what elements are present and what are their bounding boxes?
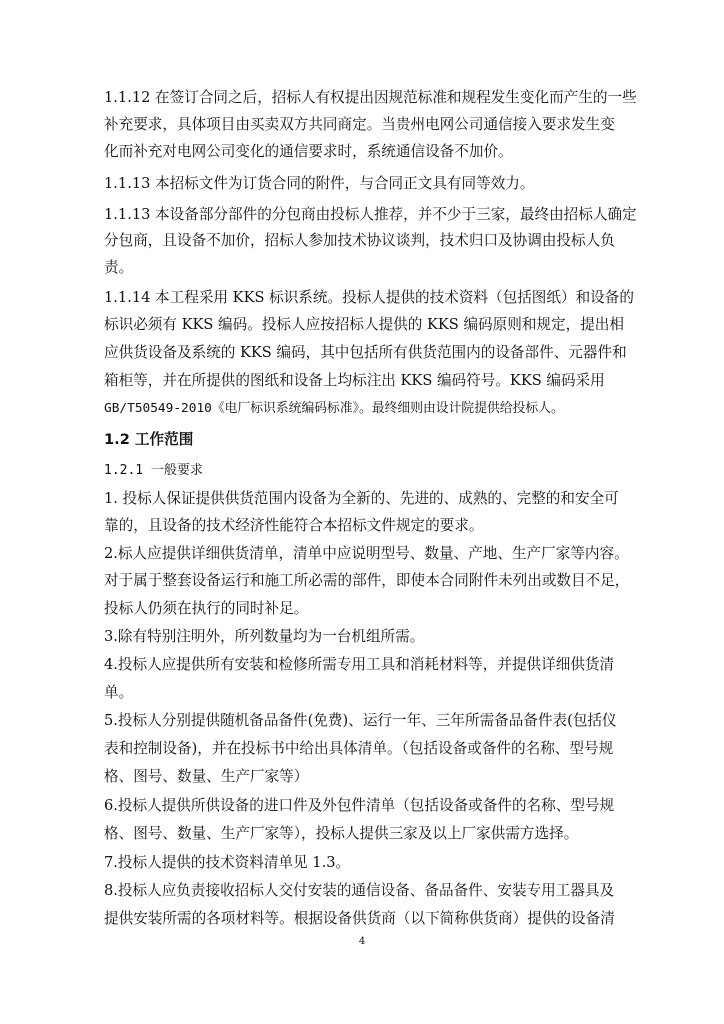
subsection-heading: 1.2.1 一般要求: [104, 463, 203, 478]
paragraph-line: 格、图号、数量、生产厂家等），投标人提供三家及以上厂家供需方选择。: [104, 825, 579, 842]
paragraph-line: 化而补充对电网公司变化的通信要求时，系统通信设备不加价。: [104, 143, 513, 160]
paragraph-line: 3.除有特别注明外，所列数量均为一台机组所需。: [104, 628, 425, 645]
paragraph-line: 对于属于整套设备运行和施工所必需的部件，即使本合同附件未列出或数目不足，: [104, 572, 630, 589]
section-heading: 1.2 工作范围: [104, 431, 194, 448]
paragraph-line: 5.投标人分别提供随机备品备件(免费)、运行一年、三年所需备品备件表(包括仪: [104, 712, 617, 729]
paragraph-line: 单。: [104, 684, 134, 701]
paragraph-line: 1.1.14 本工程采用 KKS 标识系统。投标人提供的技术资料（包括图纸）和设备的: [104, 289, 634, 306]
paragraph-line: 提供安装所需的各项材料等。根据设备供货商（以下简称供货商）提供的设备清: [104, 910, 615, 927]
paragraph-line: 投标人仍须在执行的同时补足。: [104, 600, 309, 617]
paragraph-line: 应供货设备及系统的 KKS 编码，其中包括所有供货范围内的设备部件、元器件和: [104, 344, 627, 361]
paragraph-line: 箱柜等，并在所提供的图纸和设备上均标注出 KKS 编码符号。KKS 编码采用: [104, 372, 605, 389]
paragraph-line: 补充要求，具体项目由买卖双方共同商定。当贵州电网公司通信接入要求发生变: [104, 116, 615, 133]
paragraph-line: 8.投标人应负责接收招标人交付安装的通信设备、备品备件、安装专用工器具及: [104, 882, 615, 899]
paragraph-line: GB/T50549-2010《电厂标识系统编码标准》。最终细则由设计院提供给投标人。: [104, 401, 564, 416]
paragraph-line: 4.投标人应提供所有安装和检修所需专用工具和消耗材料等，并提供详细供货清: [104, 656, 615, 673]
paragraph-line: 分包商，且设备不加价，招标人参加技术协议谈判，技术归口及协调由投标人负: [104, 232, 615, 249]
paragraph-line: 表和控制设备)，并在投标书中给出具体清单。（包括设备或备件的名称、型号规: [104, 740, 614, 757]
paragraph-line: 6.投标人提供所供设备的进口件及外包件清单（包括设备或备件的名称、型号规: [104, 797, 615, 814]
paragraph-line: 格、图号、数量、生产厂家等）: [104, 768, 309, 785]
paragraph-line: 1. 投标人保证提供供货范围内设备为全新的、先进的、成熟的、完整的和安全可: [104, 490, 619, 507]
paragraph-line: 2.标人应提供详细供货清单，清单中应说明型号、数量、产地、生产厂家等内容。: [104, 545, 629, 562]
paragraph-line: 7.投标人提供的技术资料清单见 1.3。: [104, 854, 351, 871]
paragraph-line: 责。: [104, 259, 134, 276]
paragraph-line: 1.1.13 本设备部分部件的分包商由投标人推荐，并不少于三家，最终由招标人确定: [104, 206, 637, 223]
paragraph-line: 标识必须有 KKS 编码。投标人应按招标人提供的 KKS 编码原则和规定，提出相: [104, 316, 624, 333]
page-number: 4: [358, 936, 366, 947]
paragraph-line: 1.1.12 在签订合同之后，招标人有权提出因规范标准和规程发生变化而产生的一些: [104, 89, 637, 106]
paragraph-line: 1.1.13 本招标文件为订货合同的附件，与合同正文具有同等效力。: [104, 175, 535, 192]
paragraph-line: 靠的，且设备的技术经济性能符合本招标文件规定的要求。: [104, 517, 484, 534]
